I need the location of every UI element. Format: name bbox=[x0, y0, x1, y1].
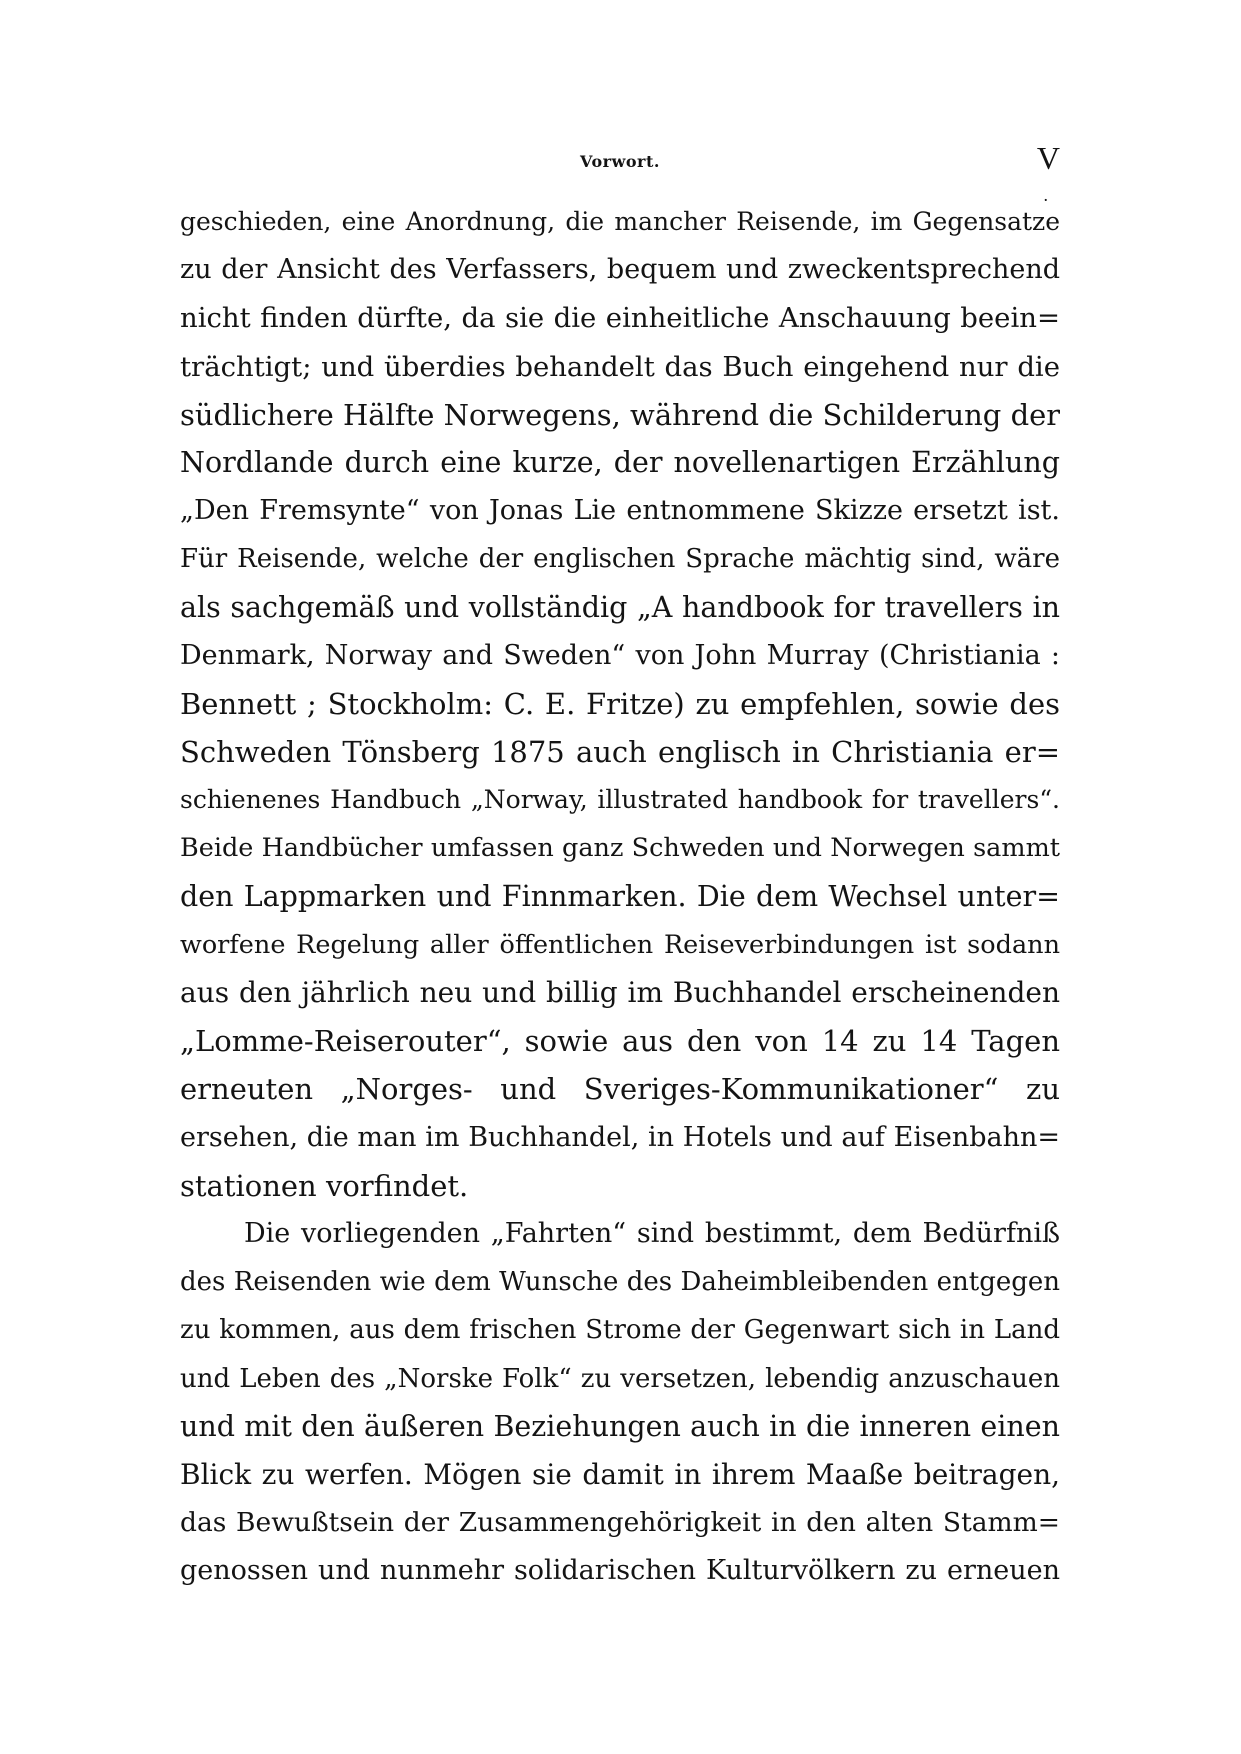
running-title: Vorwort. bbox=[580, 152, 660, 171]
text-line: und mit den äußeren Beziehungen auch in die inneren einen bbox=[180, 1409, 1060, 1443]
text-line: Die vorliegenden „Fahrten“ sind bestimmt, dem Bedürfniß bbox=[244, 1217, 1060, 1249]
page-number: V bbox=[1036, 140, 1060, 176]
text-line: erneuten „Norges- und Sveriges-Kommunikationer“ zu bbox=[180, 1072, 1060, 1107]
text-line: Blick zu werfen. Mögen sie damit in ihrem Maaße beitragen, bbox=[180, 1457, 1060, 1491]
text-line: Nordlande durch eine kurze, der novellenartigen Erzählung bbox=[180, 445, 1060, 479]
text-line: geschieden, eine Anordnung, die mancher Reisende, im Gegensatze bbox=[180, 207, 1060, 236]
text-line: das Bewußtsein der Zusammengehörigkeit in den alten Stamm= bbox=[180, 1507, 1060, 1539]
text-line: südlichere Hälfte Norwegens, während die Schilderung der bbox=[180, 397, 1060, 432]
text-line: Beide Handbücher umfassen ganz Schweden und Norwegen sammt bbox=[180, 833, 1060, 864]
text-line: ersehen, die man im Buchhandel, in Hotels und auf Eisenbahn= bbox=[180, 1121, 1060, 1153]
text-line: als sachgemäß und vollständig „A handbook for travellers in bbox=[180, 590, 1060, 624]
text-line: stationen vorfindet. bbox=[180, 1168, 469, 1203]
text-line: des Reisenden wie dem Wunsche des Daheimbleibenden entgegen bbox=[180, 1267, 1060, 1298]
body-text bbox=[180, 198, 1060, 1595]
text-line: zu der Ansicht des Verfassers, bequem und zweckentsprechend bbox=[180, 254, 1060, 286]
text-line: Bennett ; Stockholm: C. E. Fritze) zu empfehlen, sowie des bbox=[180, 686, 1060, 721]
text-line: trächtigt; und überdies behandelt das Buch eingehend nur die bbox=[180, 350, 1060, 383]
text-line: nicht finden dürfte, da sie die einheitliche Anschauung beein= bbox=[180, 302, 1060, 335]
text-line: zu kommen, aus dem frischen Strome der Gegenwart sich in Land bbox=[180, 1315, 1060, 1346]
text-line: Für Reisende, welche der englischen Sprache mächtig sind, wäre bbox=[180, 544, 1060, 575]
text-line: Denmark, Norway and Sweden“ von John Murray (Christiania : bbox=[180, 639, 1060, 671]
paragraph-2 bbox=[180, 1210, 1060, 1596]
text-line: genossen und nunmehr solidarischen Kulturvölkern zu erneuen bbox=[180, 1555, 1060, 1587]
text-line: und Leben des „Norske Folk“ zu versetzen, lebendig anzuschauen bbox=[180, 1363, 1060, 1394]
text-line: Schweden Tönsberg 1875 auch englisch in Christiania er= bbox=[180, 735, 1060, 770]
running-header bbox=[180, 138, 1060, 205]
text-line: schienenes Handbuch „Norway, illustrated handbook for travellers“. bbox=[180, 785, 1060, 815]
text-line: worfene Regelung aller öffentlichen Reiseverbindungen ist sodann bbox=[180, 929, 1060, 960]
paragraph-1 bbox=[180, 198, 1060, 1210]
text-line: „Lomme-Reiserouter“, sowie aus den von 14 zu 14 Tagen bbox=[180, 1024, 1060, 1059]
text-line: „Den Fremsynte“ von Jonas Lie entnommene Skizze ersetzt ist. bbox=[180, 495, 1060, 527]
header-mark: . bbox=[1043, 185, 1048, 205]
text-line: den Lappmarken und Finnmarken. Die dem Wechsel unter= bbox=[180, 879, 1060, 913]
text-line: aus den jährlich neu und billig im Buchhandel erscheinenden bbox=[180, 976, 1060, 1009]
